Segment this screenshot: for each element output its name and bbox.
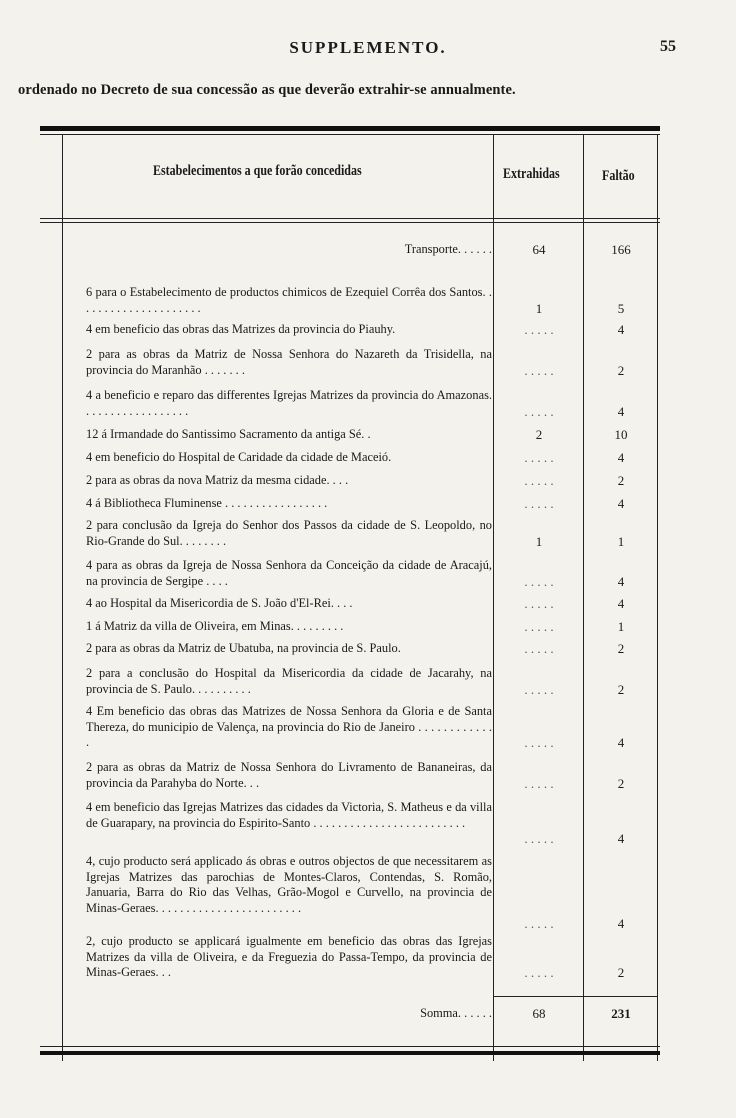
- row-description: 4 em beneficio das obras das Matrizes da provincia do Piauhy.: [86, 322, 396, 336]
- table-row: [40, 641, 660, 657]
- table-row: [40, 558, 660, 590]
- leader-dots: . . . . .: [524, 574, 554, 590]
- row-description: 2 para a conclusão do Hospital da Misericordia da cidade de Jacarahy, na provincia de S. Paulo. . . . . . . . . .: [86, 666, 492, 696]
- transport-faltao: 166: [611, 242, 631, 258]
- row-faltao: 5: [617, 301, 625, 317]
- page-title: SUPPLEMENTO.: [289, 38, 447, 57]
- row-description: 4 á Bibliotheca Fluminense . . . . . . . . . . . . . . . . .: [86, 496, 328, 510]
- row-description: 1 á Matriz da villa de Oliveira, em Minas. . . . . . . . .: [86, 619, 344, 633]
- row-extrahidas: 1: [535, 301, 543, 317]
- row-description: 6 para o Estabelecimento de productos chimicos de Ezequiel Corrêa dos Santos. . . . . . . . . . . . . . . . . . . . .: [86, 285, 492, 315]
- leader-dots: . . . . .: [524, 496, 554, 512]
- total-extrahidas: 68: [532, 1006, 546, 1022]
- table-row: [40, 285, 660, 317]
- row-faltao: 4: [617, 596, 625, 612]
- table-row: [40, 934, 660, 981]
- column-header-establishments: Estabelecimentos a que forão concedidas: [153, 163, 362, 179]
- total-separator-rule: [493, 996, 657, 997]
- leader-dots: . . . . .: [524, 641, 554, 657]
- table-row: [40, 322, 660, 338]
- leader-dots: . . . . .: [524, 735, 554, 751]
- row-faltao: 2: [617, 473, 625, 489]
- leader-dots: . . . . .: [524, 363, 554, 379]
- table-row: [40, 427, 660, 443]
- leader-dots: . . . . .: [524, 831, 554, 847]
- row-description: 2 para as obras da nova Matriz da mesma cidade. . . .: [86, 473, 349, 487]
- leader-dots: . . . . .: [524, 619, 554, 635]
- row-extrahidas: 1: [535, 534, 543, 550]
- page-subtitle: ordenado no Decreto de sua concessão as que deverão extrahir-se annualmente.: [18, 82, 516, 98]
- leader-dots: . . . . .: [524, 776, 554, 792]
- table-row: [40, 800, 660, 847]
- row-description: 12 á Irmandade do Santissimo Sacramento da antiga Sé. .: [86, 427, 371, 441]
- concessions-table: [40, 126, 660, 1061]
- transport-row: [40, 242, 660, 258]
- row-faltao: 10: [614, 427, 628, 443]
- row-description: 4 em beneficio das Igrejas Matrizes das cidades da Victoria, S. Matheus e da villa de Guarapary, na provincia do Espirito-Santo . . . . . . . . . . . . . . . . . . . . . . . . .: [86, 800, 492, 830]
- leader-dots: . . . . .: [524, 404, 554, 420]
- row-faltao: 2: [617, 641, 625, 657]
- row-faltao: 2: [617, 965, 625, 981]
- column-header-extrahidas: Extrahidas: [503, 166, 560, 182]
- table-row: [40, 518, 660, 550]
- table-row: [40, 450, 660, 466]
- row-faltao: 1: [617, 619, 625, 635]
- table-row: [40, 704, 660, 751]
- row-faltao: 4: [617, 574, 625, 590]
- table-row: [40, 760, 660, 792]
- table-bottom-rule: [40, 1051, 660, 1055]
- transport-extrahidas: 64: [532, 242, 546, 258]
- row-description: 4 Em beneficio das obras das Matrizes de Nossa Senhora da Gloria e de Santa Thereza, do municipio de Valença, na provincia do Rio de Janeiro . . . . . . . . . . . . .: [86, 704, 492, 750]
- page-header: [0, 38, 736, 62]
- row-faltao: 4: [617, 831, 625, 847]
- leader-dots: . . . . .: [524, 682, 554, 698]
- leader-dots: . . . . .: [524, 450, 554, 466]
- row-description: 2, cujo producto se applicará igualmente em beneficio das obras das Igrejas Matrizes da villa de Oliveira, e da Freguezia do Passa-Tempo, da provincia de Minas-Geraes. . .: [86, 934, 492, 980]
- row-faltao: 2: [617, 776, 625, 792]
- leader-dots: . . . . .: [524, 322, 554, 338]
- row-description: 4 ao Hospital da Misericordia de S. João d'El-Rei. . . .: [86, 596, 353, 610]
- table-row: [40, 619, 660, 635]
- table-row: [40, 666, 660, 698]
- leader-dots: . . . . .: [524, 596, 554, 612]
- row-description: 4 para as obras da Igreja de Nossa Senhora da Conceição da cidade de Aracajú, na provincia de Sergipe . . . .: [86, 558, 492, 588]
- row-faltao: 2: [617, 682, 625, 698]
- row-faltao: 4: [617, 735, 625, 751]
- row-description: 2 para as obras da Matriz de Nossa Senhora do Nazareth da Trisidella, na provincia do Maranhão . . . . . . .: [86, 347, 492, 377]
- transport-label: Transporte. . . . . .: [404, 242, 492, 256]
- table-row: [40, 347, 660, 379]
- row-description: 2 para as obras da Matriz de Nossa Senhora do Livramento de Bananeiras, da provincia da Parahyba do Norte. . .: [86, 760, 492, 790]
- row-description: 2 para as obras da Matriz de Ubatuba, na provincia de S. Paulo.: [86, 641, 401, 655]
- row-faltao: 4: [617, 496, 625, 512]
- table-body: [40, 126, 660, 1061]
- table-row: [40, 473, 660, 489]
- leader-dots: . . . . .: [524, 965, 554, 981]
- leader-dots: . . . . .: [524, 916, 554, 932]
- row-faltao: 4: [617, 404, 625, 420]
- table-row: [40, 388, 660, 420]
- row-faltao: 4: [617, 322, 625, 338]
- row-description: 4 em beneficio do Hospital de Caridade da cidade de Maceió.: [86, 450, 392, 464]
- total-label: Somma. . . . . .: [420, 1006, 492, 1020]
- page-number: 55: [660, 38, 676, 55]
- row-faltao: 4: [617, 916, 625, 932]
- row-description: 4, cujo producto será applicado ás obras e outros objectos de que necessitarem as Igrejas Matrizes das parochias de Montes-Claros, Contendas, S. Romão, Januaria, Barra do Rio das Velhas, Grão-Mogol e Curvello, na provincia de Minas-Geraes. . . . . . . . . . . . . . . . . . . . . . . .: [86, 854, 492, 915]
- row-description: 4 a beneficio e reparo das differentes Igrejas Matrizes da provincia do Amazonas. . . . . . . . . . . . . . . . . .: [86, 388, 492, 418]
- row-faltao: 2: [617, 363, 625, 379]
- row-extrahidas: 2: [535, 427, 543, 443]
- table-bottom-thin-rule: [40, 1046, 660, 1047]
- column-header-faltao: Faltão: [602, 168, 635, 184]
- table-row: [40, 596, 660, 612]
- row-faltao: 4: [617, 450, 625, 466]
- total-faltao: 231: [611, 1006, 631, 1022]
- leader-dots: . . . . .: [524, 473, 554, 489]
- row-faltao: 1: [617, 534, 625, 550]
- total-row: [40, 1006, 660, 1022]
- table-row: [40, 496, 660, 512]
- row-description: 2 para conclusão da Igreja do Senhor dos Passos da cidade de S. Leopoldo, no Rio-Grande do Sul. . . . . . . .: [86, 518, 492, 548]
- table-row: [40, 854, 660, 932]
